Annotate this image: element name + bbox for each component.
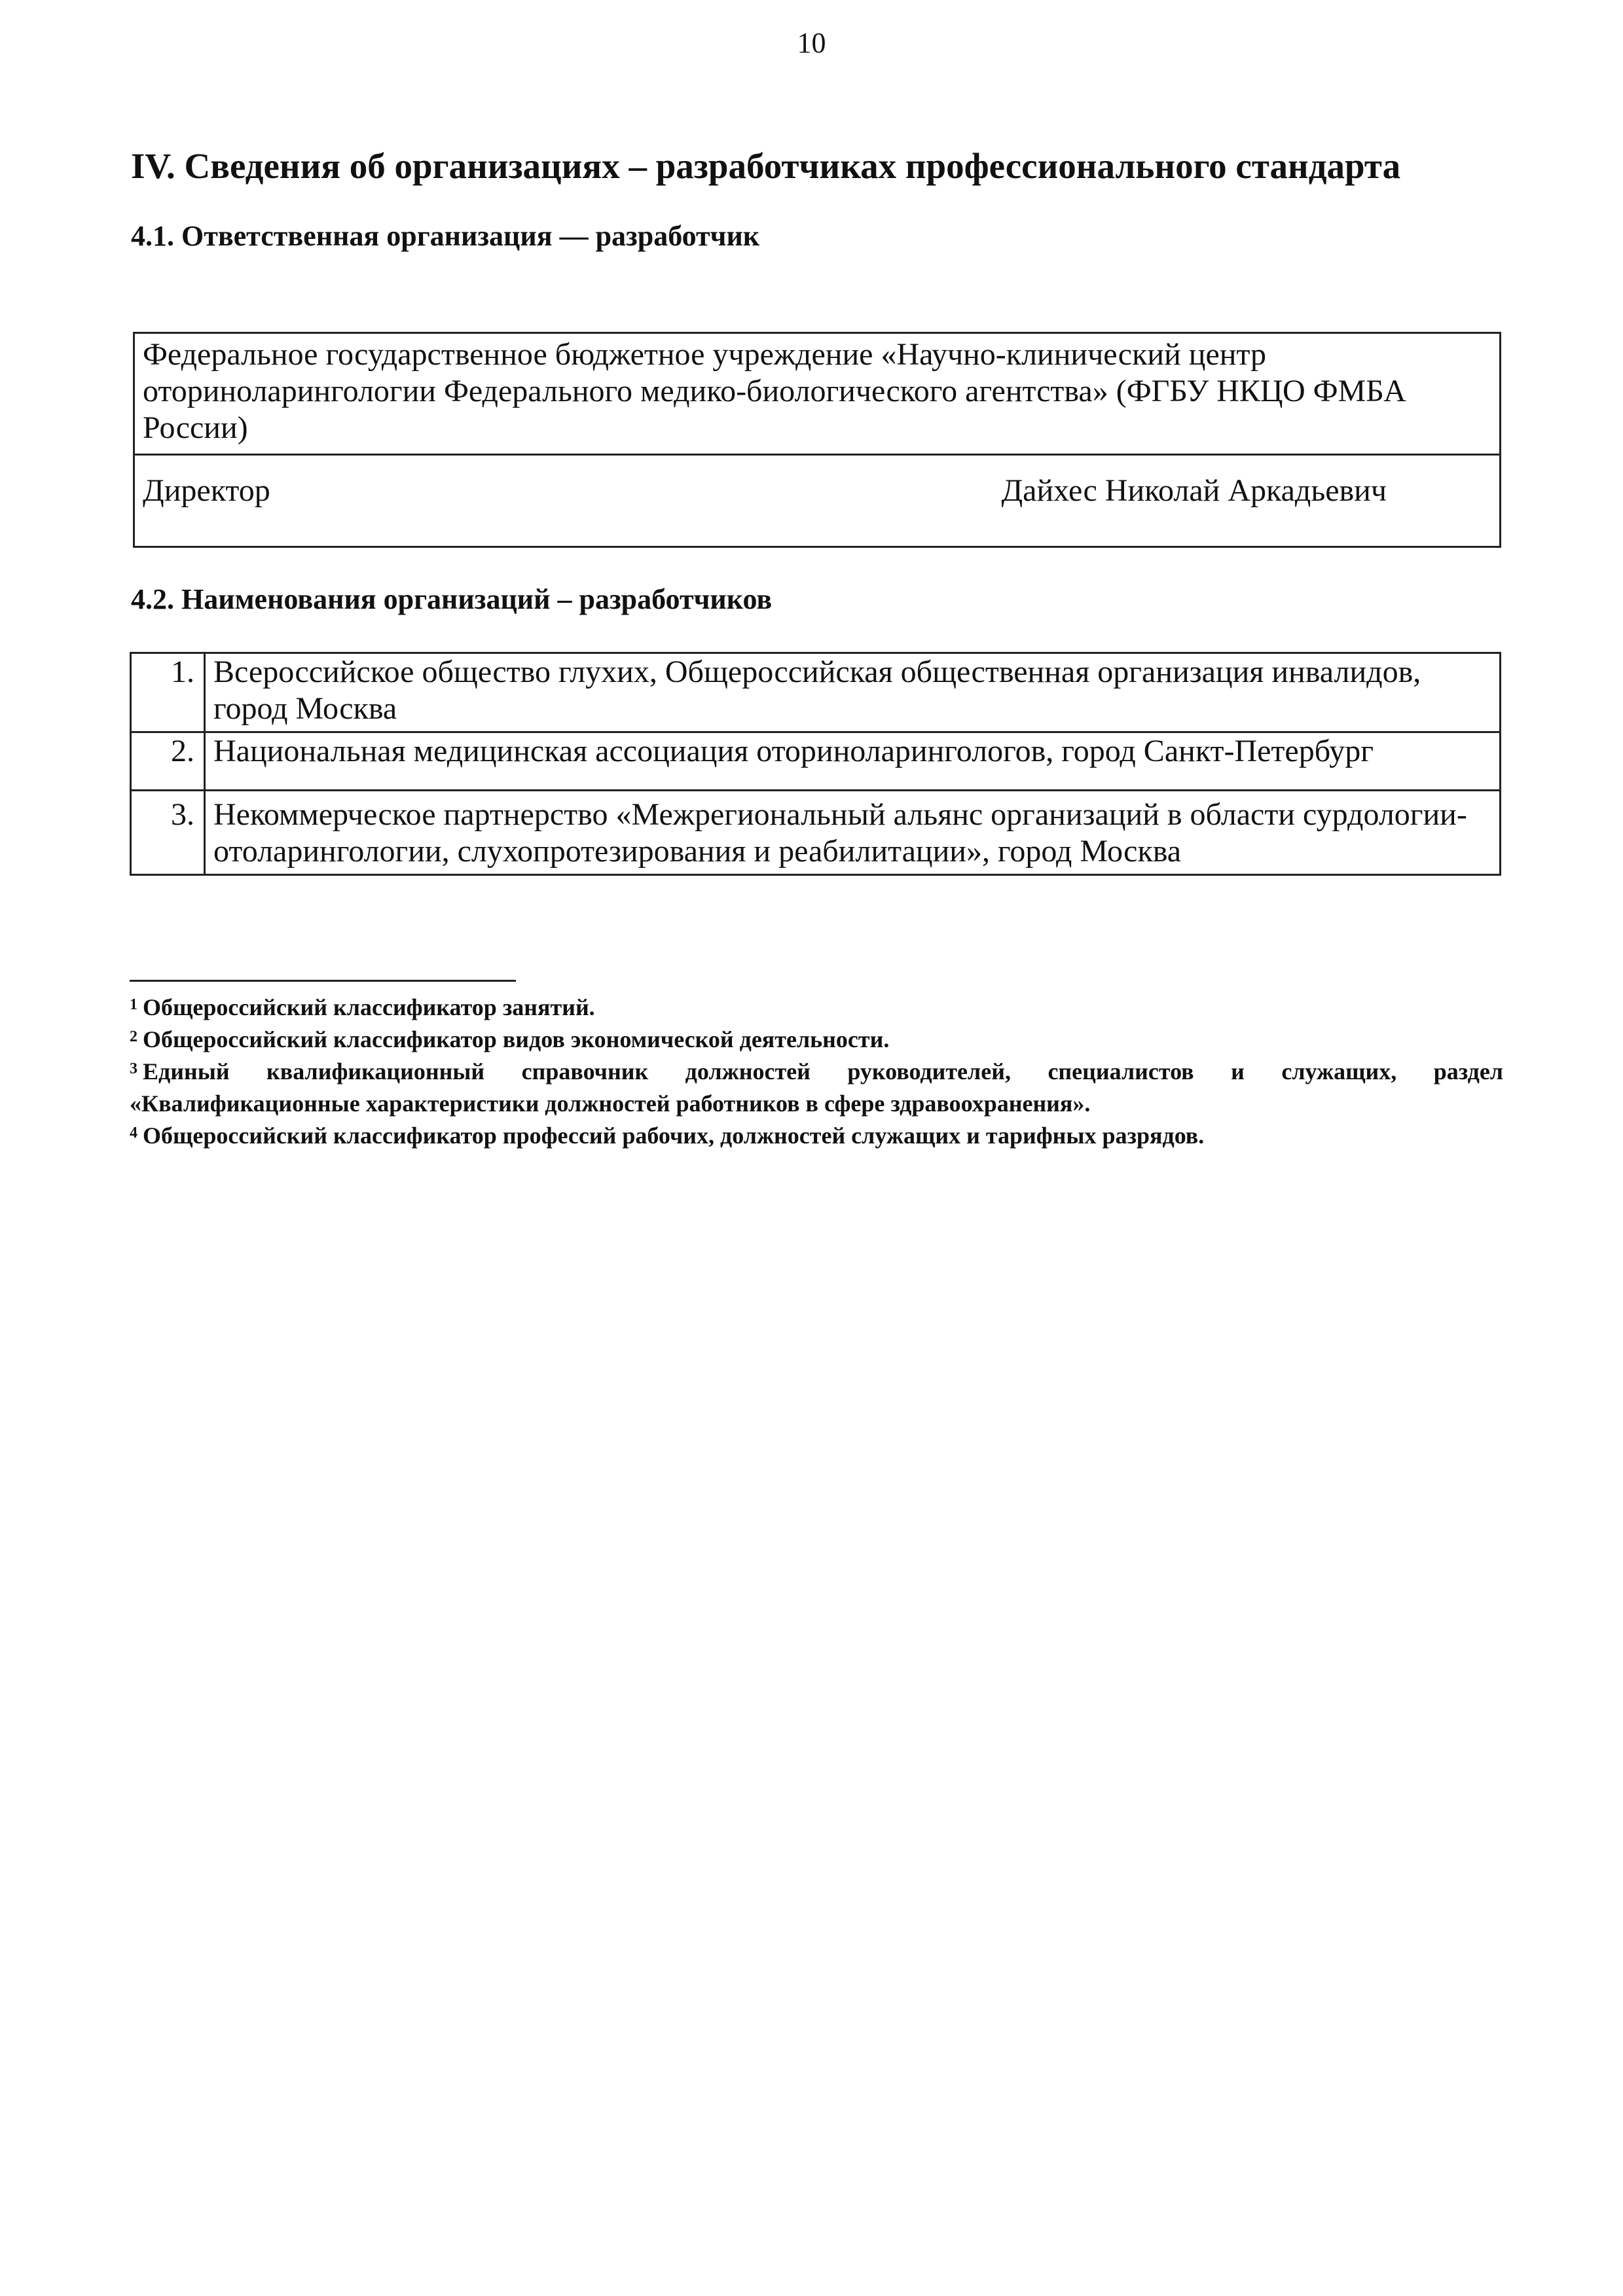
org-name-row — [134, 333, 1501, 455]
org-name: Некоммерческое партнерство «Межрегиональный альянс организаций в области сурдологии-отоларингологии, слухопротезирования и реабилитации», город Москва — [205, 791, 1501, 875]
org-head-line — [143, 473, 1491, 509]
footnote — [130, 1120, 1503, 1152]
footnote-mark: 1 — [130, 996, 137, 1013]
head-position: Директор — [143, 473, 270, 508]
table-row — [131, 653, 1501, 732]
footnote-text: Общероссийский классификатор видов экономической деятельности. — [143, 1026, 890, 1052]
page-number: 10 — [797, 27, 826, 59]
footnote — [130, 1024, 1503, 1056]
footnote-mark: 2 — [130, 1028, 137, 1045]
responsible-org-heading: 4.1. Ответственная организация — разработчик — [131, 220, 760, 252]
org-head-cell — [134, 455, 1501, 547]
org-name: Всероссийское общество глухих, Общероссийская общественная организация инвалидов, город Москва — [205, 653, 1501, 732]
table-row — [131, 791, 1501, 875]
org-name: Национальная медицинская ассоциация оториноларингологов, город Санкт-Петербург — [205, 732, 1501, 791]
footnote-text: Общероссийский классификатор профессий рабочих, должностей служащих и тарифных разрядов. — [143, 1122, 1205, 1149]
footnote-mark: 4 — [130, 1124, 137, 1141]
row-number: 1. — [131, 653, 205, 732]
footnote-separator — [130, 980, 516, 982]
footnote — [130, 992, 1503, 1024]
table-row — [131, 732, 1501, 791]
section-title: IV. Сведения об организациях – разработчиках профессионального стандарта — [131, 146, 1401, 186]
head-person-name: Дайхес Николай Аркадьевич — [1001, 473, 1387, 508]
developers-heading: 4.2. Наименования организаций – разработчиков — [131, 583, 773, 615]
footnote-text: Единый квалификационный справочник должностей руководителей, специалистов и служащих, раздел — [143, 1058, 1503, 1085]
footnote — [130, 1056, 1503, 1088]
footnotes — [130, 992, 1503, 1152]
row-number: 3. — [131, 791, 205, 875]
org-name-cell: Федеральное государственное бюджетное учреждение «Научно-клинический центр оториноларингологии Федерального медико-биологического агентства» (ФГБУ НКЦО ФМБА России) — [134, 333, 1501, 455]
footnote-mark: 3 — [130, 1060, 137, 1077]
developers-table — [130, 652, 1501, 876]
org-head-row — [134, 455, 1501, 547]
row-number: 2. — [131, 732, 205, 791]
responsible-org-table — [133, 332, 1501, 548]
footnote-continuation: «Квалификационные характеристики должностей работников в сфере здравоохранения». — [130, 1090, 1091, 1117]
footnote-text: Общероссийский классификатор занятий. — [143, 994, 595, 1020]
